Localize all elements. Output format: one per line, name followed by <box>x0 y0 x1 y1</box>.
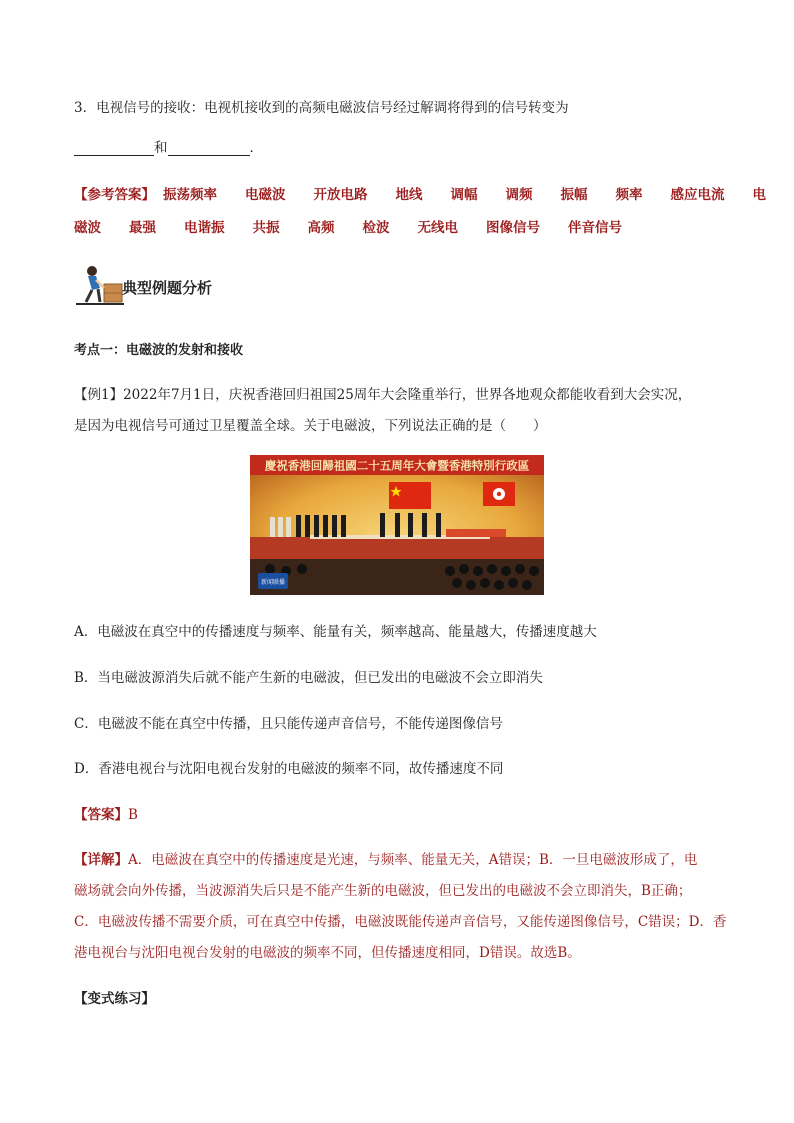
answer-label: 【答案】 <box>74 807 128 823</box>
question-3-text: 3．电视信号的接收：电视机接收到的高频电磁波信号经过解调将得到的信号转变为 <box>74 100 569 116</box>
blank-2[interactable] <box>168 141 250 156</box>
banner-text: 慶祝香港回歸祖國二十五周年大會暨香港特別行政區 <box>264 458 530 473</box>
ref-answer: 电 <box>752 187 766 203</box>
ref-answer: 伴音信号 <box>568 220 622 236</box>
ref-answer: 开放电路 <box>313 187 368 203</box>
keypoint-heading: 考点一：电磁波的发射和接收 <box>74 343 244 358</box>
person-pushing-box-icon <box>74 262 126 306</box>
ceremony-photo <box>250 455 544 595</box>
period: ． <box>249 140 263 156</box>
reference-answers-row-2 <box>74 216 650 236</box>
detail-line-2: 磁场就会向外传播，当波源消失后只是不能产生新的电磁波，但已发出的电磁波不会立即消失，B正确； <box>74 883 692 899</box>
question-3 <box>74 96 569 116</box>
ref-answer: 振荡频率 <box>163 187 217 203</box>
ref-answer: 感应电流 <box>670 187 725 203</box>
reference-answers-row-1 <box>74 183 766 203</box>
option-a[interactable]: A．电磁波在真空中的传播速度与频率、能量有关，频率越高、能量越大，传播速度越大 <box>74 624 597 640</box>
ref-answer: 高频 <box>307 220 335 236</box>
ref-answer: 电磁波 <box>245 187 286 203</box>
detail-label: 【详解】 <box>74 852 128 868</box>
ref-answer: 最强 <box>129 220 156 236</box>
ref-answer: 地线 <box>395 187 423 203</box>
section-title: 典型例题分析 <box>122 279 213 297</box>
ref-answer: 振幅 <box>560 187 588 203</box>
detail-line-1 <box>74 848 697 868</box>
ref-answer: 频率 <box>615 187 643 203</box>
option-d[interactable]: D．香港电视台与沈阳电视台发射的电磁波的频率不同，故传播速度不同 <box>74 761 504 777</box>
answer-value: B <box>128 807 138 823</box>
example-line-1: 【例1】2022年7月1日，庆祝香港回归祖国25周年大会隆重举行，世界各地观众都能收看到大会实况， <box>74 387 692 403</box>
news-logo-text: 新闻联播 <box>260 579 286 586</box>
ref-answer: 检波 <box>362 220 390 236</box>
answer <box>74 803 138 823</box>
ref-answer: 无线电 <box>417 220 458 236</box>
ref-answer: 电谐振 <box>184 220 225 236</box>
question-3-blanks <box>74 136 263 156</box>
option-b[interactable]: B．当电磁波源消失后就不能产生新的电磁波，但已发出的电磁波不会立即消失 <box>74 670 543 686</box>
option-c[interactable]: C．电磁波不能在真空中传播，且只能传递声音信号，不能传递图像信号 <box>74 716 503 732</box>
china-flag <box>389 482 431 509</box>
detail-line-4: 港电视台与沈阳电视台发射的电磁波的频率不同，但传播速度相同，D错误。故选B。 <box>74 945 581 961</box>
example-line-2: 是因为电视信号可通过卫星覆盖全球。关于电磁波，下列说法正确的是（ ） <box>74 418 547 434</box>
ref-answer: 磁波 <box>74 220 101 236</box>
and-word: 和 <box>154 140 168 156</box>
ref-answer: 调频 <box>505 187 533 203</box>
ref-answer: 调幅 <box>450 187 478 203</box>
blank-1[interactable] <box>74 141 154 156</box>
detail-line-3: C．电磁波传播不需要介质，可在真空中传播，电磁波既能传递声音信号，又能传递图像信号，C错误；D．香 <box>74 914 727 930</box>
section-header <box>74 262 274 306</box>
reference-label: 【参考答案】 <box>74 187 155 203</box>
ref-answer: 图像信号 <box>486 220 540 236</box>
detail-text: A．电磁波在真空中的传播速度是光速，与频率、能量无关，A错误；B．一旦电磁波形成了，电 <box>128 852 698 868</box>
practice-heading: 【变式练习】 <box>74 991 155 1007</box>
ref-answer: 共振 <box>252 220 280 236</box>
